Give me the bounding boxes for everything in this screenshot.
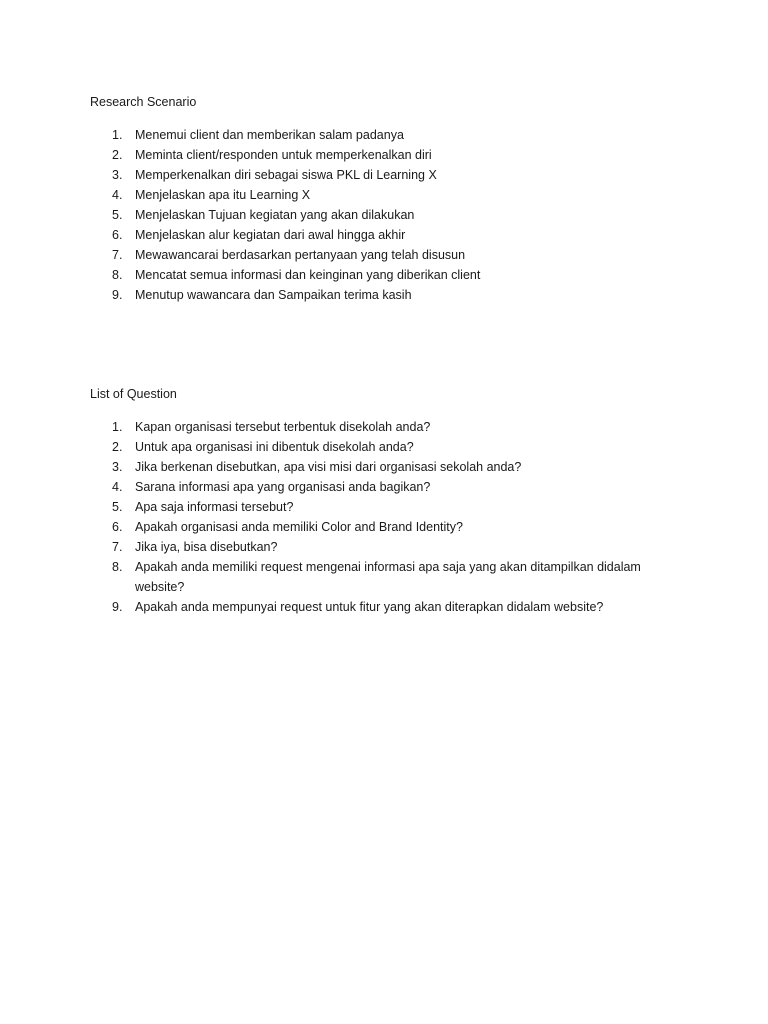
list-of-question-section [90, 385, 690, 617]
list-item-text: Apakah anda memiliki request mengenai informasi apa saja yang akan ditampilkan didalam website? [135, 560, 641, 594]
list-item-text: Kapan organisasi tersebut terbentuk disekolah anda? [135, 420, 431, 434]
list-item-text: Apakah anda mempunyai request untuk fitur yang akan diterapkan didalam website? [135, 600, 604, 614]
list-item [90, 165, 690, 185]
list-item-number: 3. [112, 168, 123, 182]
list-item-text: Menjelaskan apa itu Learning X [135, 188, 311, 202]
list-item-number: 8. [112, 560, 123, 574]
list-item [90, 265, 690, 285]
list-item-number: 5. [112, 500, 123, 514]
list-item [90, 477, 690, 497]
list-item-text: Apakah organisasi anda memiliki Color and Brand Identity? [135, 520, 463, 534]
list-item-number: 9. [112, 600, 123, 614]
list-item-number: 1. [112, 128, 123, 142]
list-item-number: 6. [112, 520, 123, 534]
list-item-text: Mencatat semua informasi dan keinginan yang diberikan client [135, 268, 481, 282]
list-item-number: 2. [112, 148, 123, 162]
list-item-text: Menjelaskan alur kegiatan dari awal hingga akhir [135, 228, 406, 242]
list-item-number: 9. [112, 288, 123, 302]
list-item-text: Meminta client/responden untuk memperkenalkan diri [135, 148, 432, 162]
list-item-number: 7. [112, 248, 123, 262]
list-item-text: Untuk apa organisasi ini dibentuk disekolah anda? [135, 440, 414, 454]
list-item [90, 417, 690, 437]
list-item [90, 205, 690, 225]
list-item-number: 7. [112, 540, 123, 554]
research-scenario-heading: Research Scenario [90, 95, 197, 109]
list-item [90, 557, 690, 597]
list-item [90, 125, 690, 145]
list-item-text: Menemui client dan memberikan salam padanya [135, 128, 404, 142]
list-item [90, 437, 690, 457]
list-item [90, 597, 690, 617]
question-list [90, 417, 690, 617]
list-item-number: 4. [112, 480, 123, 494]
research-scenario-section [90, 93, 690, 305]
list-item-number: 5. [112, 208, 123, 222]
list-item-number: 2. [112, 440, 123, 454]
list-item [90, 497, 690, 517]
list-item [90, 285, 690, 305]
list-of-question-heading: List of Question [90, 387, 177, 401]
list-item-number: 1. [112, 420, 123, 434]
research-scenario-list [90, 125, 690, 305]
list-item-text: Jika iya, bisa disebutkan? [135, 540, 278, 554]
list-item [90, 537, 690, 557]
list-item-text: Apa saja informasi tersebut? [135, 500, 294, 514]
list-item-text: Sarana informasi apa yang organisasi anda bagikan? [135, 480, 431, 494]
list-item-text: Jika berkenan disebutkan, apa visi misi dari organisasi sekolah anda? [135, 460, 522, 474]
list-item [90, 185, 690, 205]
list-item-text: Menjelaskan Tujuan kegiatan yang akan dilakukan [135, 208, 415, 222]
list-item [90, 145, 690, 165]
list-item-number: 6. [112, 228, 123, 242]
list-item-number: 4. [112, 188, 123, 202]
list-item-text: Memperkenalkan diri sebagai siswa PKL di Learning X [135, 168, 437, 182]
list-item [90, 225, 690, 245]
list-item-text: Mewawancarai berdasarkan pertanyaan yang telah disusun [135, 248, 466, 262]
list-item [90, 245, 690, 265]
list-item-number: 8. [112, 268, 123, 282]
list-item [90, 517, 690, 537]
list-item-number: 3. [112, 460, 123, 474]
list-item [90, 457, 690, 477]
list-item-text: Menutup wawancara dan Sampaikan terima kasih [135, 288, 412, 302]
